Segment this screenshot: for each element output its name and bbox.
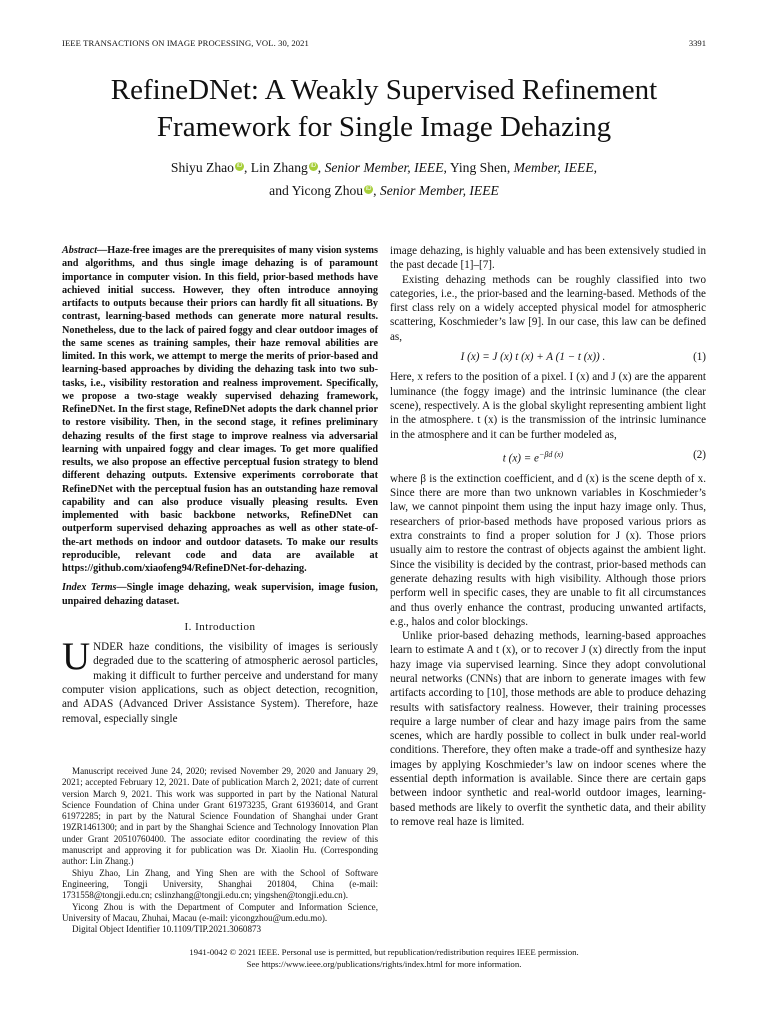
author-role: Senior Member, IEEE — [324, 160, 444, 175]
abstract-text: Haze-free images are the prerequisites of many vision systems and algorithms, and thus single image dehazing is of paramount importance in computer vision. In this field, prior-based methods have achieved initial success. However, they often introduce annoying artifacts to outputs because their priors can hardly fit all situations. By contrast, learning-based methods can generate more natural results. Nonetheless, due to the lack of paired foggy and clear outdoor images of the same scenes as training samples, their haze removal abilities are limited. In this work, we attempt to merge the merits of prior-based and learning-based approaches by dividing the dehazing task into two sub-tasks, i.e., visibility restoration and realness improvement. Specifically, we propose a two-stage weakly supervised dehazing framework, RefineDNet. In the first stage, RefineDNet adopts the dark channel prior to restore visibility. Then, in the second stage, it refines preliminary dehazing results of the first stage to improve realness via adversarial learning with unpaired foggy and clear images. To get more qualified results, we also propose an effective perceptual fusion strategy to blend different dehazing outputs. Extensive experiments corroborate that RefineDNet with the perceptual fusion has an outstanding haze removal capability and can also produce visually pleasing results. Even implemented with basic backbone networks, RefineDNet can outperform supervised dehazing approaches as well as other state-of-the-art methods on indoor and outdoor datasets. To make our results reproducible, relevant code and data are available at https://github.com/xiaofeng94/RefineDNet-for-dehazing. — [62, 245, 378, 574]
footnote-manuscript: Manuscript received June 24, 2020; revised November 29, 2020 and January 29, 2021; accepted February 12, 2021. Date of publication March 2, 2021; date of current version March 9, 2021. This work was supported in part by the National Natural Science Foundation of China under Grant 61973235, Grant 61936014, and Grant 61972285; in part by the Natural Science Foundation of Shanghai under Grant 19ZR1461300; and in part by the Shanghai Science and Technology Innovation Plan under Grant 20510760400. The associate editor coordinating the review of this manuscript and approving it for publication was Dr. Xiaolin Hu. (Corresponding author: Lin Zhang.) — [62, 766, 378, 867]
section-heading: I. Introduction — [184, 620, 256, 633]
paragraph: Unlike prior-based dehazing methods, learning-based approaches learn to estimate A and t (x), or to recover J (x) directly from the input hazy image via supervised learning. Since they adopt convolutional neural networks (CNNs) that are inborn to generate images with few artifacts according to [10], those methods are able to produce dehazing results with satisfactory realness. However, their training processes require a large number of clear and hazy image pairs from the same scenes, which are hardly possible to collect in bulk under real-world conditions. Therefore, they often make a trade-off and synthesize hazy images by applying Koschmieder’s law on indoor scenes where the essential depth information is available. Since there are certain gaps between indoor synthetic and real-world outdoor images, learning-based methods are likely to overfit the synthetic data, and their ability to remove real haze is limited. — [390, 630, 706, 828]
footnote-doi: Digital Object Identifier 10.1109/TIP.2021.3060873 — [72, 924, 262, 935]
paragraph: where β is the extinction coefficient, and d (x) is the scene depth of x. Since there are more than two unknown variables in Koschmieder’s law, we cannot pinpoint them using the input hazy image only. Thus, researchers of prior-based methods have proposed various priors as extra constraints to find a proper solution for J (x). Those priors usually aim to restore the contrast of objects against the ambient light. Since the visibility is decided by the contrast, prior-based methods can generate dehazing results with high visibility. Although those priors perform well in specific cases, they are unable to fit all circumstances and thus overly enhance the contrast, producing unwanted artifacts, e.g., halos and color blockings. — [390, 472, 706, 628]
copyright-line-2: See https://www.ieee.org/publications/rights/index.html for more information. — [246, 958, 522, 969]
left-column — [62, 244, 378, 726]
copyright-notice — [40, 947, 728, 970]
paragraph: Here, x refers to the position of a pixel. I (x) and J (x) are the apparent luminance (the foggy image) and the intrinsic luminance (the clear scene), respectively. A is the global skylight representing ambient light in the atmosphere. t (x) is the transmission of the intrinsic luminance in the atmosphere and it can be further modeled as, — [390, 371, 706, 441]
intro-paragraph — [62, 635, 378, 726]
title-line-1: RefineDNet: A Weakly Supervised Refinement — [110, 74, 658, 106]
author-name: Lin Zhang — [250, 160, 308, 175]
author-line-1: Shiyu Zhao iD , Lin Zhang iD , Senior Member, IEEE, Ying Shen, Member, IEEE, — [170, 160, 598, 175]
orcid-icon[interactable]: iD — [365, 186, 372, 192]
author-list — [40, 156, 728, 202]
abstract-lead: Abstract— — [62, 245, 108, 256]
index-terms-text: Single image dehazing, weak supervision, image fusion, unpaired dehazing dataset. — [62, 582, 378, 607]
equation-1 — [390, 350, 706, 364]
copyright-line-1: 1941-0042 © 2021 IEEE. Personal use is permitted, but republication/redistribution requires IEEE permission. — [189, 947, 579, 957]
equation-formula: I (x) = J (x) t (x) + A (1 − t (x)) . — [460, 351, 606, 364]
author-and: and — [269, 183, 289, 198]
orcid-icon[interactable]: iD — [236, 163, 243, 169]
paper-title — [40, 72, 728, 146]
page-number: 3391 — [688, 38, 706, 48]
equation-exponent: −βd (x) — [538, 449, 564, 459]
author-name: Ying Shen — [449, 160, 507, 175]
footnote-affiliation-2: Yicong Zhou is with the Department of Computer and Information Science, University of Macau, Zhuhai, Macau (e-mail: yicongzhou@um.edu.mo). — [62, 901, 378, 923]
orcid-icon[interactable]: iD — [310, 163, 317, 169]
intro-first-word: NDER — [93, 641, 124, 654]
equation-2 — [390, 448, 706, 466]
author-role: Member, IEEE — [513, 160, 594, 175]
footnote-affiliation-1: Shiyu Zhao, Lin Zhang, and Ying Shen are with the School of Software Engineering, Tongji University, Shanghai 201804, China (e-mail: 1731558@tongji.edu.cn; cslinzhang@tongji.edu.cn; yingshen@tongji.edu.cn). — [62, 867, 378, 901]
abstract — [62, 244, 378, 575]
author-name: Yicong Zhou — [291, 183, 364, 198]
equation-number: (2) — [693, 448, 706, 461]
paragraph: Existing dehazing methods can be roughly classified into two categories, i.e., the prior-based and the learning-based. Methods of the first class rely on a widely accepted physical model for atmospheric scattering, Koschmieder’s law [9]. In our case, this law can be defined as, — [390, 273, 706, 343]
equation-base: t (x) = e — [502, 452, 539, 465]
author-role: Senior Member, IEEE — [379, 183, 499, 198]
footnotes — [62, 766, 378, 935]
author-name: Shiyu Zhao — [170, 160, 234, 175]
equation-number: (1) — [693, 351, 706, 364]
intro-text: haze conditions, the visibility of images is seriously degraded due to the scattering of atmospheric aerosol particles, making it difficult to further perceive and understand for many computer vision applications, such as object detection, recognition, and ADAS (Advanced Driver Assistance System). Therefore, haze removal, especially single — [62, 641, 378, 725]
index-terms-lead: Index Terms— — [62, 582, 127, 594]
index-terms — [62, 581, 378, 608]
author-line-2: and Yicong Zhou iD , Senior Member, IEEE — [269, 183, 499, 198]
running-header: IEEE TRANSACTIONS ON IMAGE PROCESSING, VOL. 30, 2021 — [62, 38, 309, 48]
equation-formula — [390, 448, 676, 466]
right-column — [390, 244, 706, 829]
drop-cap: U — [62, 635, 91, 679]
paragraph: image dehazing, is highly valuable and has been extensively studied in the past decade [1]–[7]. — [390, 245, 706, 272]
title-line-2: Framework for Single Image Dehazing — [156, 111, 612, 143]
